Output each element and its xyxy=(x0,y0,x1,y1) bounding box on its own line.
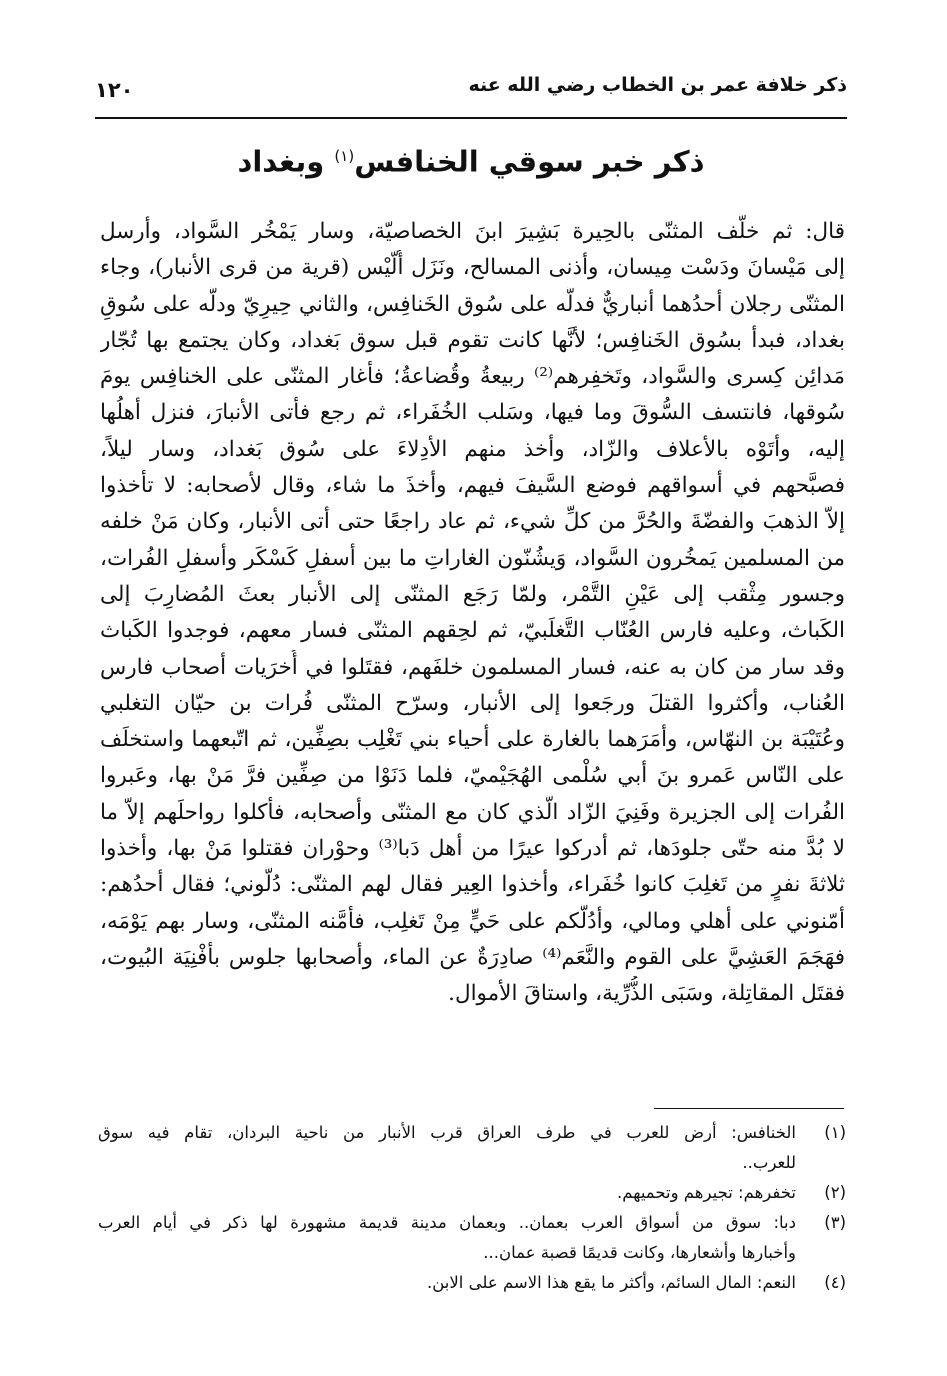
footnote-line: النعم: المال السائم، وأكثر ما يقع هذا الاسم على الابن. xyxy=(427,1273,796,1292)
body-line: وعُتَيْبَة بن النهّاس، وأمَرَهما بالغارة على أحياء بني تَغْلِب بصِفِّين، ثم اتّبعهما واستخلَف xyxy=(100,727,845,753)
body-line: إلى مَيْسانَ ودَسْت مِيسان، وأذنى المسالح، ونَزَل أُلَّيْس (قرية من قرى الأنبار)، وجاء xyxy=(100,255,845,281)
body-line: فصبَّحهم في أسواقهم فوضع السَّيفَ فيهم، وأخذَ ما شاء، وقال لأصحابه: لا تأخذوا xyxy=(100,473,845,499)
body-line: ثلاثةَ نفرٍ من تَغلِبَ كانوا خُفَراء، وأخذوا العِير فقال لهم المثنّى: دُلُّوني؛ فقال أحدُهم: xyxy=(100,872,845,898)
chapter-title-end: وبغداد xyxy=(237,144,325,179)
body-line: بغداد، فبدأ بسُوق الخَنافِس؛ لأنَّها كانت تقوم قبل سوق بَغداد، وكان يجتمع بها تُجّار xyxy=(100,327,845,353)
footnote-rule xyxy=(654,1108,844,1109)
footnote-number: (٣) xyxy=(824,1213,846,1232)
body-line: العُناب، وأكثروا القتلَ ورجَعوا إلى الأنبار، وسرّح المثنّى فُرات بن حيّان التغلبي xyxy=(100,690,845,716)
footnote xyxy=(98,1208,846,1268)
body-line: إليه، وأتَوْه بالأعلاف والزّاد، وأخذ منهم الأدِلاءَ على سُوق بَغداد، وسار ليلاً، xyxy=(100,436,845,462)
body-line: إلاّ الذهبَ والفضّةَ والحُرَّ من كلِّ شيء، ثم عاد راجعًا حتى أتى الأنبار، وكان مَنْ خلفه xyxy=(100,509,845,535)
body-line: قال: ثم خلَّف المثنّى بالحِيرة بَشِيرَ ابنَ الخصاصيّة، وسار يَمْخُر السَّواد، وأرسل xyxy=(100,219,845,244)
body-line: المثنّى رجلان أحدُهما أنباريٌّ فدلَّه على سُوق الخَنافِس، والثاني حِيرِيّ ودلَّه على سُوقِ xyxy=(100,291,845,317)
body-line: مَدائِن كِسرى والسَّواد، وتَخفِرهم⁽²⁾ ربيعةُ وقُضاعةُ؛ فأغار المثنّى على الخنافِس يومَ xyxy=(100,364,845,390)
body-line: لا بُدَّ منه حتّى جلودَها، ثم أدركوا عيرًا من أهل دَبا⁽³⁾ وحوْران فقتلوا مَنْ بها، وأخذوا xyxy=(100,836,845,862)
footnotes xyxy=(98,1118,846,1298)
page-number: ١٢٠ xyxy=(95,78,134,102)
chapter-title-text: ذكر خبر سوقي الخنافس xyxy=(354,144,705,179)
running-header xyxy=(95,68,847,108)
footnote xyxy=(98,1268,846,1298)
footnote xyxy=(98,1178,846,1208)
running-title: ذكر خلافة عمر بن الخطاب رضي الله عنه xyxy=(468,74,847,96)
footnote xyxy=(98,1118,846,1178)
body-line: وجسور مِثْقب إلى عَيْنِ التَّمْر، ولمّا رَجَع المثنّى إلى الأنبار بعثَ المُضارِبَ إلى xyxy=(100,581,845,607)
footnote-number: (٢) xyxy=(824,1183,846,1202)
body-line: فقتَل المقاتِلة، وسَبَى الذُّرِّية، واستاقَ الأموال. xyxy=(448,981,845,1007)
body-line: من المسلمين يَمخُرون السَّواد، وَيشُنّون الغاراتِ ما بين أسفلِ كَسْكَر وأسفلِ الفُرات، xyxy=(100,545,845,571)
footnote-line: تخفرهم: تجيرهم وتحميهم. xyxy=(617,1183,796,1202)
body-line: وقد سار من كان به عنه، فسار المسلمون خلفَهم، فقتَلوا في أُخرَيات أصحاب فارس xyxy=(100,654,845,680)
header-rule xyxy=(95,117,847,119)
footnote-number: (١) xyxy=(824,1123,846,1142)
footnote-line: وأخبارها وأشعارها، وكانت قديمًا قصبة عمان... xyxy=(483,1243,796,1262)
footnote-marker: (١) xyxy=(334,147,355,165)
body-line: فهَجَمَ العَشِيَّ على القوم والنَّعَم⁽⁴⁾ صادِرَةٌ عن الماء، وأصحابها جلوس بأفْنِيَة البُيوت، xyxy=(100,944,845,970)
body-text xyxy=(100,214,845,1013)
body-line: الفُرات إلى الجزيرة وفَنِيَ الزّاد الَّذي كان مع المثنّى وأصحابه، فأكلوا رواحلَهم إلاّ ما xyxy=(100,799,845,825)
footnote-line: الخنافس: أرض للعرب في طرف العراق قرب الأنبار من ناحية البردان، تقام فيه سوق xyxy=(98,1123,796,1142)
footnote-line: دبا: سوق من أسواق العرب بعمان.. وبعمان مدينة قديمة مشهورة لها ذكر في أيام العرب xyxy=(98,1213,796,1232)
footnote-line: للعرب.. xyxy=(742,1153,796,1172)
body-line: سُوقها، فانتسف السُّوقَ وما فيها، وسَلب الخُفَراء، ثم رجع فأتى الأنبارَ، فنزل أهلُها xyxy=(100,400,845,426)
footnote-number: (٤) xyxy=(824,1273,846,1292)
body-line: أمّنوني على أهلي ومالي، وأدُلُّكم على حَيٍّ مِنْ تَغلِب، فأمَّنه المثنّى، وسار بهم يَوْمَه، xyxy=(100,908,845,934)
body-line: على النّاس عَمرو بنَ أبي سُلْمى الهُجَيْميّ، فلما دَنَوْا من صِفِّين فرَّ مَنْ بها، وعَبروا xyxy=(100,763,845,789)
chapter-title xyxy=(95,130,847,188)
body-line: الكَباث، وعليه فارس العُنّاب التَّغلَبيّ، ثم لحِقهم المثنّى فسار معهم، فوجدوا الكَباث xyxy=(100,618,845,644)
